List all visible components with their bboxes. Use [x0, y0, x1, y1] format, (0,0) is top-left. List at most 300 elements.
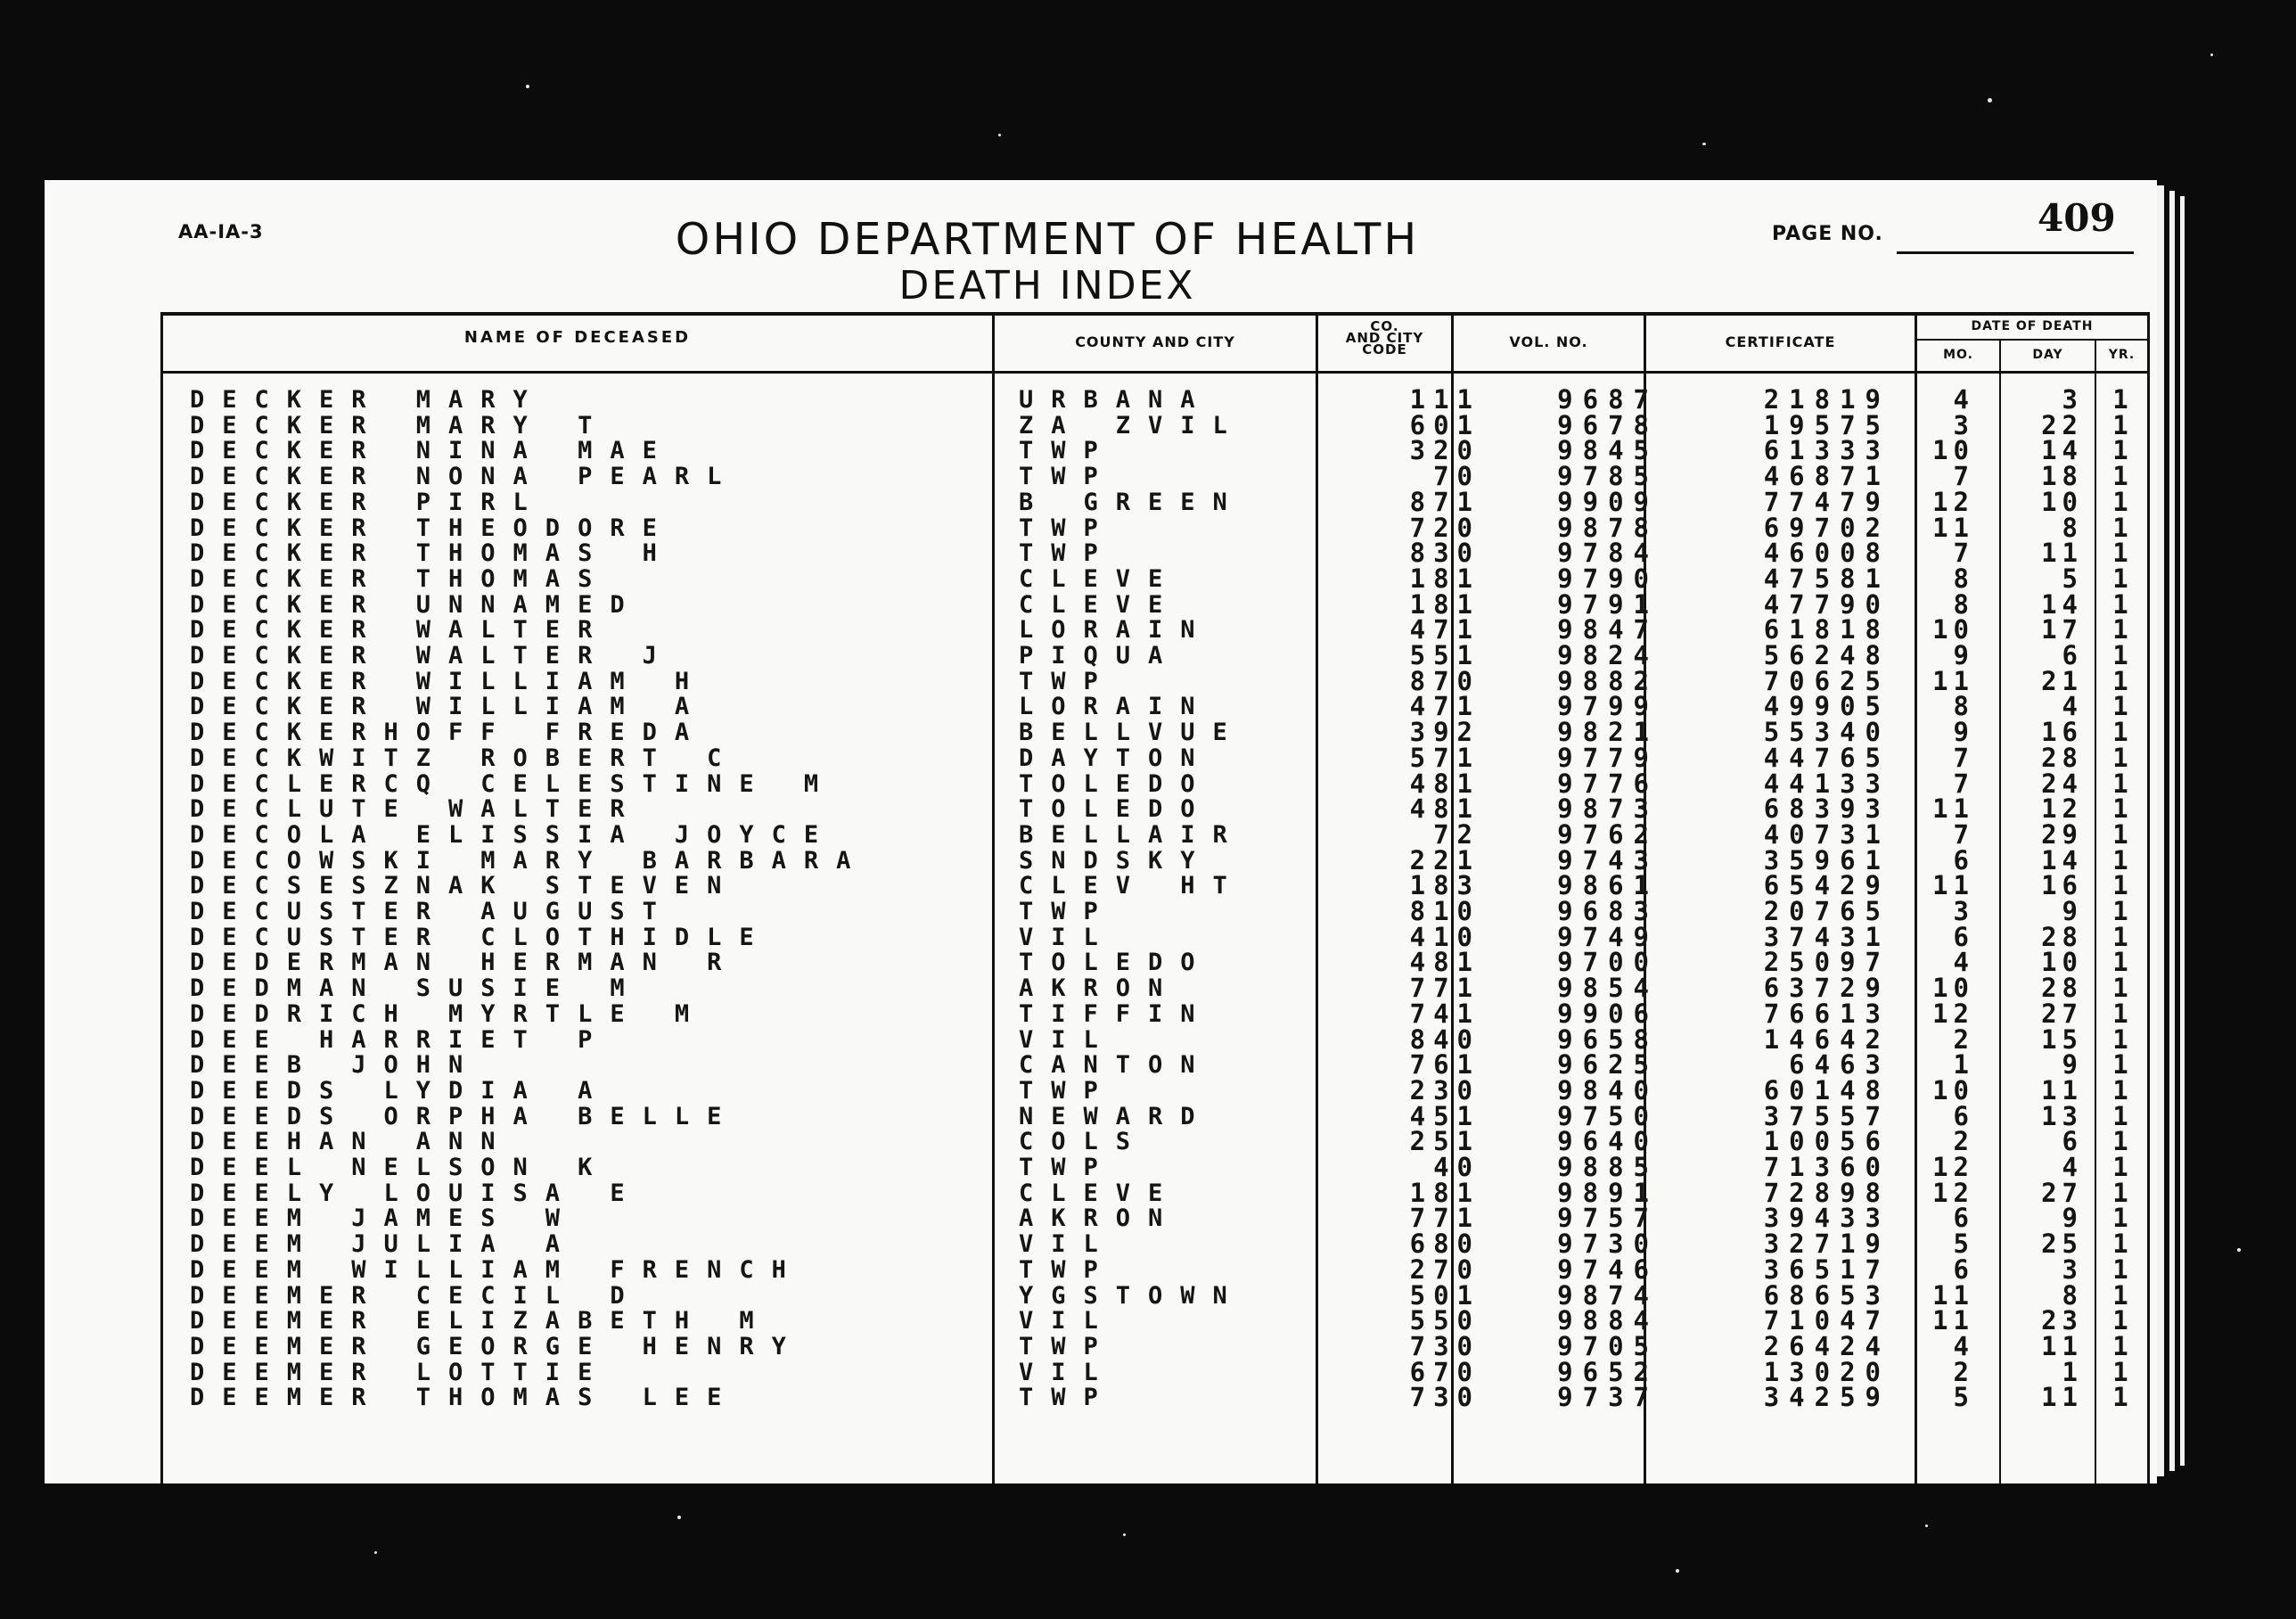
record-city-code: 601 [1409, 410, 1480, 440]
record-city-code: 550 [1409, 1305, 1480, 1335]
record-county-city: TOLEDO [1019, 795, 1213, 823]
record-county-city: TWP [1019, 1256, 1116, 1284]
record-day: 9 [2062, 1049, 2083, 1080]
record-month: 5 [1953, 1382, 1974, 1412]
record-certificate: 32719 [1763, 1229, 1890, 1259]
record-certificate: 61818 [1763, 614, 1890, 645]
record-row [163, 1231, 2147, 1257]
record-year: 1 [2112, 666, 2128, 696]
record-month: 11 [1932, 793, 1974, 824]
record-year: 1 [2112, 717, 2128, 747]
record-volume: 9799 [1557, 691, 1659, 721]
record-day: 4 [2062, 1152, 2083, 1182]
record-volume: 9687 [1557, 384, 1659, 415]
record-row [163, 745, 2147, 771]
record-day: 3 [2062, 1254, 2083, 1285]
dust-speck [2210, 53, 2213, 56]
record-city-code: 451 [1409, 1101, 1480, 1131]
record-county-city: NEWARD [1019, 1103, 1213, 1130]
record-city-code: 181 [1409, 1178, 1480, 1208]
record-name: DEEMER ELIZABETH M [190, 1307, 772, 1335]
record-certificate: 20765 [1763, 896, 1890, 926]
record-city-code: 410 [1409, 922, 1480, 952]
record-month: 12 [1932, 1152, 1974, 1182]
record-day: 9 [2062, 1203, 2083, 1233]
record-day: 12 [2041, 793, 2083, 824]
document-title: OHIO DEPARTMENT OF HEALTH [675, 214, 1420, 265]
record-certificate: 37557 [1763, 1101, 1890, 1131]
record-row [163, 1152, 2147, 1182]
record-day: 8 [2062, 513, 2083, 543]
record-month: 11 [1932, 513, 1974, 543]
record-city-code: 270 [1409, 1254, 1480, 1285]
record-certificate: 69702 [1763, 513, 1890, 543]
record-name: DECKER WILLIAM A [190, 693, 708, 720]
record-year: 1 [2112, 1024, 2128, 1055]
record-month: 9 [1953, 640, 1974, 670]
record-year: 1 [2112, 589, 2128, 620]
record-month: 5 [1953, 1229, 1974, 1259]
record-volume: 9658 [1557, 1024, 1659, 1055]
record-certificate: 34259 [1763, 1382, 1890, 1412]
record-city-code: 471 [1409, 614, 1480, 645]
record-name: DECUSTER AUGUST [190, 898, 675, 925]
record-certificate: 44765 [1763, 743, 1890, 773]
record-day: 22 [2041, 410, 2083, 440]
header-county: COUNTY AND CITY [1075, 333, 1235, 350]
dust-speck [1123, 1533, 1126, 1536]
record-name: DEDRICH MYRTLE M [190, 1000, 708, 1028]
record-county-city: TWP [1019, 898, 1116, 925]
record-name: DEEHAN ANN [190, 1128, 513, 1155]
record-row [163, 640, 2147, 670]
record-month: 6 [1953, 1101, 1974, 1131]
dust-speck [374, 1551, 377, 1554]
record-volume: 9824 [1557, 640, 1659, 670]
record-day: 25 [2041, 1229, 2083, 1259]
record-month: 7 [1953, 538, 1974, 568]
record-year: 1 [2112, 1203, 2128, 1233]
record-volume: 9750 [1557, 1101, 1659, 1131]
record-name: DEEM JAMES W [190, 1204, 578, 1232]
record-city-code: 181 [1409, 563, 1480, 594]
record-name: DECKER NINA MAE [190, 437, 675, 464]
record-day: 21 [2041, 666, 2083, 696]
record-name: DECKER PIRL [190, 489, 545, 516]
record-city-code: 70 [1433, 461, 1480, 491]
record-county-city: TWP [1019, 1333, 1116, 1360]
record-city-code: 181 [1409, 589, 1480, 620]
record-name: DECKER WALTER J [190, 642, 675, 670]
record-volume: 9746 [1557, 1254, 1659, 1285]
record-volume: 9652 [1557, 1357, 1659, 1387]
record-name: DEEDS ORPHA BELLE [190, 1103, 740, 1130]
record-month: 3 [1953, 896, 1974, 926]
record-county-city: TWP [1019, 1384, 1116, 1411]
record-month: 7 [1953, 461, 1974, 491]
record-city-code: 392 [1409, 717, 1480, 747]
record-city-code: 871 [1409, 487, 1480, 517]
record-county-city: TOLEDO [1019, 949, 1213, 976]
record-year: 1 [2112, 691, 2128, 721]
record-county-city: VIL [1019, 924, 1116, 951]
record-county-city: AKRON [1019, 1204, 1181, 1232]
record-month: 6 [1953, 922, 1974, 952]
record-day: 17 [2041, 614, 2083, 645]
record-year: 1 [2112, 410, 2128, 440]
record-county-city: PIQUA [1019, 642, 1181, 670]
record-name: DEEMER CECIL D [190, 1282, 643, 1310]
record-day: 14 [2041, 845, 2083, 875]
document-subtitle: DEATH INDEX [898, 263, 1196, 308]
record-county-city: AKRON [1019, 974, 1181, 1002]
record-row [163, 975, 2147, 1001]
record-city-code: 471 [1409, 691, 1480, 721]
record-volume: 9885 [1557, 1152, 1659, 1182]
record-row [163, 563, 2147, 594]
record-day: 1 [2062, 1357, 2083, 1387]
record-volume: 9785 [1557, 461, 1659, 491]
record-certificate: 47790 [1763, 589, 1890, 620]
record-certificate: 72898 [1763, 1178, 1890, 1208]
record-volume: 9854 [1557, 973, 1659, 1003]
record-day: 24 [2041, 768, 2083, 799]
record-month: 7 [1953, 819, 1974, 850]
page-number-label: PAGE NO. [1772, 223, 1883, 245]
record-year: 1 [2112, 768, 2128, 799]
record-volume: 9757 [1557, 1203, 1659, 1233]
record-volume: 9743 [1557, 845, 1659, 875]
record-name: DECKER MARY T [190, 412, 611, 440]
record-month: 10 [1932, 614, 1974, 645]
header-code-line1: CO. [1370, 318, 1399, 334]
record-month: 6 [1953, 1203, 1974, 1233]
record-year: 1 [2112, 1126, 2128, 1156]
record-row [163, 1331, 2147, 1361]
record-row [163, 1305, 2147, 1335]
record-month: 10 [1932, 973, 1974, 1003]
record-certificate: 68393 [1763, 793, 1890, 824]
record-county-city: CLEVE [1019, 591, 1181, 619]
record-year: 1 [2112, 793, 2128, 824]
record-city-code: 40 [1433, 1152, 1480, 1182]
record-county-city: URBANA [1019, 386, 1213, 414]
header-name: NAME OF DECEASED [463, 328, 692, 347]
record-year: 1 [2112, 845, 2128, 875]
record-certificate: 26424 [1763, 1331, 1890, 1361]
page-number: 409 [2038, 196, 2116, 240]
record-city-code: 230 [1409, 1075, 1480, 1105]
header-code-line2: AND CITY [1345, 330, 1424, 346]
record-county-city: ZA ZVIL [1019, 412, 1245, 440]
record-county-city: TIFFIN [1019, 1000, 1213, 1028]
record-certificate: 47581 [1763, 563, 1890, 594]
record-city-code: 111 [1409, 384, 1480, 415]
record-year: 1 [2112, 819, 2128, 850]
record-month: 12 [1932, 1178, 1974, 1208]
record-volume: 9861 [1557, 870, 1659, 900]
record-certificate: 68653 [1763, 1280, 1890, 1311]
death-index-table [160, 312, 2150, 1483]
record-county-city: TOLEDO [1019, 770, 1213, 798]
record-volume: 9625 [1557, 1049, 1659, 1080]
record-month: 12 [1932, 999, 1974, 1029]
record-certificate: 40731 [1763, 819, 1890, 850]
dust-speck [1988, 98, 1992, 103]
record-certificate: 19575 [1763, 410, 1890, 440]
record-year: 1 [2112, 870, 2128, 900]
record-month: 2 [1953, 1024, 1974, 1055]
record-city-code: 741 [1409, 999, 1480, 1029]
record-volume: 9878 [1557, 513, 1659, 543]
record-volume: 9779 [1557, 743, 1659, 773]
record-city-code: 771 [1409, 973, 1480, 1003]
record-city-code: 501 [1409, 1280, 1480, 1311]
dust-speck [998, 134, 1001, 136]
record-day: 28 [2041, 973, 2083, 1003]
record-city-code: 761 [1409, 1049, 1480, 1080]
record-certificate: 25097 [1763, 947, 1890, 977]
record-month: 8 [1953, 589, 1974, 620]
record-certificate: 35961 [1763, 845, 1890, 875]
record-volume: 9882 [1557, 666, 1659, 696]
record-month: 3 [1953, 410, 1974, 440]
record-city-code: 670 [1409, 1357, 1480, 1387]
record-county-city: VIL [1019, 1359, 1116, 1386]
record-city-code: 481 [1409, 793, 1480, 824]
record-certificate: 6463 [1789, 1049, 1890, 1080]
record-day: 4 [2062, 691, 2083, 721]
record-city-code: 680 [1409, 1229, 1480, 1259]
dust-speck [1702, 143, 1706, 145]
record-volume: 9873 [1557, 793, 1659, 824]
record-certificate: 63729 [1763, 973, 1890, 1003]
record-year: 1 [2112, 1305, 2128, 1335]
record-day: 27 [2041, 999, 2083, 1029]
record-name: DECOWSKI MARY BARBARA [190, 847, 869, 875]
record-month: 2 [1953, 1126, 1974, 1156]
record-name: DECSESZNAK STEVEN [190, 872, 740, 900]
record-county-city: DAYTON [1019, 744, 1213, 772]
record-month: 6 [1953, 845, 1974, 875]
header-date-of-death: DATE OF DEATH [1971, 319, 2094, 333]
dust-speck [2237, 1248, 2241, 1252]
record-name: DECUSTER CLOTHIDLE [190, 924, 772, 951]
header-code-line3: CODE [1362, 341, 1407, 357]
record-city-code: 551 [1409, 640, 1480, 670]
record-row [163, 1126, 2147, 1156]
record-city-code: 830 [1409, 538, 1480, 568]
record-volume: 9874 [1557, 1280, 1659, 1311]
record-volume: 9640 [1557, 1126, 1659, 1156]
record-year: 1 [2112, 947, 2128, 977]
record-volume: 9790 [1557, 563, 1659, 594]
record-certificate: 56248 [1763, 640, 1890, 670]
record-name: DEEM JULIA A [190, 1230, 578, 1258]
record-row [163, 1049, 2147, 1080]
record-year: 1 [2112, 384, 2128, 415]
record-county-city: BELLAIR [1019, 821, 1245, 849]
record-month: 12 [1932, 487, 1974, 517]
record-volume: 9891 [1557, 1178, 1659, 1208]
record-row [163, 384, 2147, 415]
record-city-code: 183 [1409, 870, 1480, 900]
record-city-code: 251 [1409, 1126, 1480, 1156]
record-name: DECOLA ELISSIA JOYCE [190, 821, 837, 849]
header-month: MO. [1943, 348, 1973, 362]
card-edge [2157, 185, 2164, 1476]
record-volume: 9705 [1557, 1331, 1659, 1361]
form-code: AA-IA-3 [178, 221, 264, 242]
record-name: DECKER THOMAS [190, 565, 611, 593]
record-certificate: 77479 [1763, 487, 1890, 517]
record-name: DEEMER LOTTIE [190, 1359, 611, 1386]
record-year: 1 [2112, 999, 2128, 1029]
record-name: DECLERCQ CELESTINE M [190, 770, 837, 798]
record-city-code: 571 [1409, 743, 1480, 773]
record-row [163, 719, 2147, 745]
record-county-city: YGSTOWN [1019, 1282, 1245, 1310]
page-number-line [1897, 251, 2134, 254]
record-volume: 9909 [1557, 487, 1659, 517]
record-county-city: TWP [1019, 1077, 1116, 1105]
record-month: 1 [1953, 1049, 1974, 1080]
record-name: DEE HARRIET P [190, 1026, 611, 1054]
record-day: 13 [2041, 1101, 2083, 1131]
record-day: 3 [2062, 384, 2083, 415]
record-day: 14 [2041, 435, 2083, 465]
record-year: 1 [2112, 538, 2128, 568]
record-month: 4 [1953, 947, 1974, 977]
record-year: 1 [2112, 1075, 2128, 1105]
record-name: DEELY LOUISA E [190, 1179, 643, 1207]
record-year: 1 [2112, 1254, 2128, 1285]
header-certificate: CERTIFICATE [1725, 333, 1836, 350]
record-name: DECKER NONA PEARL [190, 463, 740, 490]
record-year: 1 [2112, 1101, 2128, 1131]
record-certificate: 39433 [1763, 1203, 1890, 1233]
record-volume: 9762 [1557, 819, 1659, 850]
record-county-city: TWP [1019, 463, 1116, 490]
record-row [163, 461, 2147, 491]
record-volume: 9776 [1557, 768, 1659, 799]
record-month: 10 [1932, 1075, 1974, 1105]
record-day: 5 [2062, 563, 2083, 594]
record-city-code: 840 [1409, 1024, 1480, 1055]
record-year: 1 [2112, 922, 2128, 952]
record-day: 10 [2041, 487, 2083, 517]
record-day: 23 [2041, 1305, 2083, 1335]
record-day: 10 [2041, 947, 2083, 977]
record-day: 11 [2041, 538, 2083, 568]
record-month: 7 [1953, 743, 1974, 773]
card-edge [2180, 196, 2185, 1466]
record-name: DECKER THOMAS H [190, 539, 675, 567]
record-day: 16 [2041, 717, 2083, 747]
header-divider [163, 371, 2147, 374]
record-certificate: 21819 [1763, 384, 1890, 415]
record-city-code: 481 [1409, 768, 1480, 799]
record-county-city: CLEV HT [1019, 872, 1245, 900]
record-city-code: 730 [1409, 1382, 1480, 1412]
record-certificate: 14642 [1763, 1024, 1890, 1055]
record-day: 16 [2041, 870, 2083, 900]
record-year: 1 [2112, 1357, 2128, 1387]
record-name: DEDMAN SUSIE M [190, 974, 643, 1002]
record-year: 1 [2112, 1049, 2128, 1080]
record-name: DECKWITZ ROBERT C [190, 744, 740, 772]
record-county-city: VIL [1019, 1307, 1116, 1335]
record-year: 1 [2112, 1152, 2128, 1182]
record-city-code: 720 [1409, 513, 1480, 543]
record-month: 9 [1953, 717, 1974, 747]
record-year: 1 [2112, 1178, 2128, 1208]
record-volume: 9700 [1557, 947, 1659, 977]
record-day: 29 [2041, 819, 2083, 850]
record-city-code: 72 [1433, 819, 1480, 850]
record-name: DEEMER GEORGE HENRY [190, 1333, 804, 1360]
record-day: 11 [2041, 1075, 2083, 1105]
record-row [163, 691, 2147, 721]
record-year: 1 [2112, 640, 2128, 670]
record-row [163, 1205, 2147, 1231]
header-code [1318, 318, 1451, 357]
record-certificate: 13020 [1763, 1357, 1890, 1387]
record-certificate: 55340 [1763, 717, 1890, 747]
record-year: 1 [2112, 461, 2128, 491]
record-certificate: 37431 [1763, 922, 1890, 952]
record-year: 1 [2112, 435, 2128, 465]
record-certificate: 36517 [1763, 1254, 1890, 1285]
record-volume: 9847 [1557, 614, 1659, 645]
record-county-city: CLEVE [1019, 1179, 1181, 1207]
record-name: DECKER UNNAMED [190, 591, 643, 619]
date-header-divider [1915, 339, 2147, 341]
record-year: 1 [2112, 563, 2128, 594]
record-county-city: TWP [1019, 437, 1116, 464]
record-month: 11 [1932, 666, 1974, 696]
record-volume: 9737 [1557, 1382, 1659, 1412]
record-year: 1 [2112, 743, 2128, 773]
card-edge [2169, 191, 2175, 1471]
record-day: 28 [2041, 743, 2083, 773]
record-row [163, 793, 2147, 824]
record-month: 11 [1932, 1280, 1974, 1311]
record-row [163, 1254, 2147, 1285]
record-certificate: 61333 [1763, 435, 1890, 465]
record-month: 10 [1932, 435, 1974, 465]
record-day: 14 [2041, 589, 2083, 620]
record-certificate: 70625 [1763, 666, 1890, 696]
record-county-city: LORAIN [1019, 616, 1213, 644]
record-month: 11 [1932, 1305, 1974, 1335]
dust-speck [677, 1516, 681, 1519]
record-certificate: 60148 [1763, 1075, 1890, 1105]
record-city-code: 221 [1409, 845, 1480, 875]
record-name: DECLUTE WALTER [190, 795, 643, 823]
record-name: DEEB JOHN [190, 1051, 481, 1079]
record-name: DEEL NELSON K [190, 1154, 611, 1181]
record-day: 9 [2062, 896, 2083, 926]
record-month: 8 [1953, 563, 1974, 594]
record-day: 18 [2041, 461, 2083, 491]
record-month: 11 [1932, 870, 1974, 900]
record-county-city: TWP [1019, 514, 1116, 542]
record-volume: 9840 [1557, 1075, 1659, 1105]
header-vol: VOL. NO. [1509, 333, 1588, 350]
record-month: 8 [1953, 691, 1974, 721]
record-volume: 9884 [1557, 1305, 1659, 1335]
